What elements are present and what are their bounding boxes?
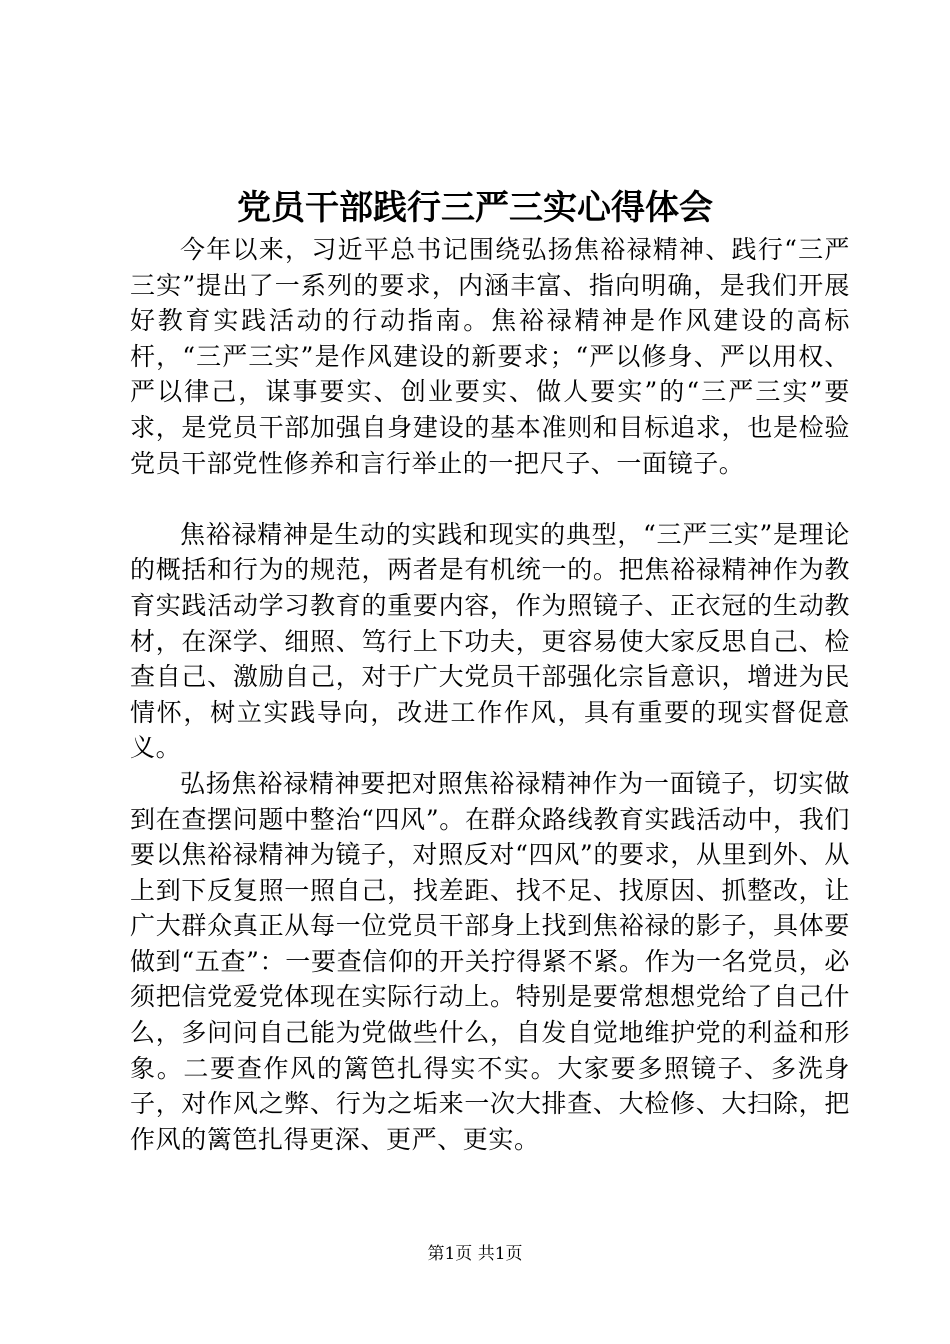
document-title: 党员干部践行三严三实心得体会	[237, 188, 713, 228]
document-body	[130, 232, 850, 1157]
paragraph-1: 今年以来，习近平总书记围绕弘扬焦裕禄精神、践行“三严三实”提出了一系列的要求，内涵丰富、指向明确，是我们开展好教育实践活动的行动指南。焦裕禄精神是作风建设的高标杆，“三严三实”是作风建设的新要求；“严以修身、严以用权、严以律己，谋事要实、创业要实、做人要实”的“三严三实”要求，是党员干部加强自身建设的基本准则和目标追求，也是检验党员干部党性修养和言行举止的一把尺子、一面镜子。	[130, 235, 850, 478]
paragraph-2: 焦裕禄精神是生动的实践和现实的典型，“三严三实”是理论的概括和行为的规范，两者是有机统一的。把焦裕禄精神作为教育实践活动学习教育的重要内容，作为照镜子、正衣冠的生动教材，在深学、细照、笃行上下功夫，更容易使大家反思自己、检查自己、激励自己，对于广大党员干部强化宗旨意识，增进为民情怀，树立实践导向，改进工作作风，具有重要的现实督促意义。	[130, 519, 850, 763]
paragraph-3: 弘扬焦裕禄精神要把对照焦裕禄精神作为一面镜子，切实做到在查摆问题中整治“四风”。在群众路线教育实践活动中，我们要以焦裕禄精神为镜子，对照反对“四风”的要求，从里到外、从上到下反复照一照自己，找差距、找不足、找原因、抓整改，让广大群众真正从每一位党员干部身上找到焦裕禄的影子，具体要做到“五查”：一要查信仰的开关拧得紧不紧。作为一名党员，必须把信党爱党体现在实际行动上。特别是要常想想党给了自己什么，多问问自己能为党做些什么，自发自觉地维护党的利益和形象。二要查作风的篱笆扎得实不实。大家要多照镜子、多洗身子，对作风之弊、行为之垢来一次大排查、大检修、大扫除，把作风的篱笆扎得更深、更严、更实。	[130, 768, 850, 1154]
page-footer: 第1页 共1页	[427, 1244, 523, 1264]
